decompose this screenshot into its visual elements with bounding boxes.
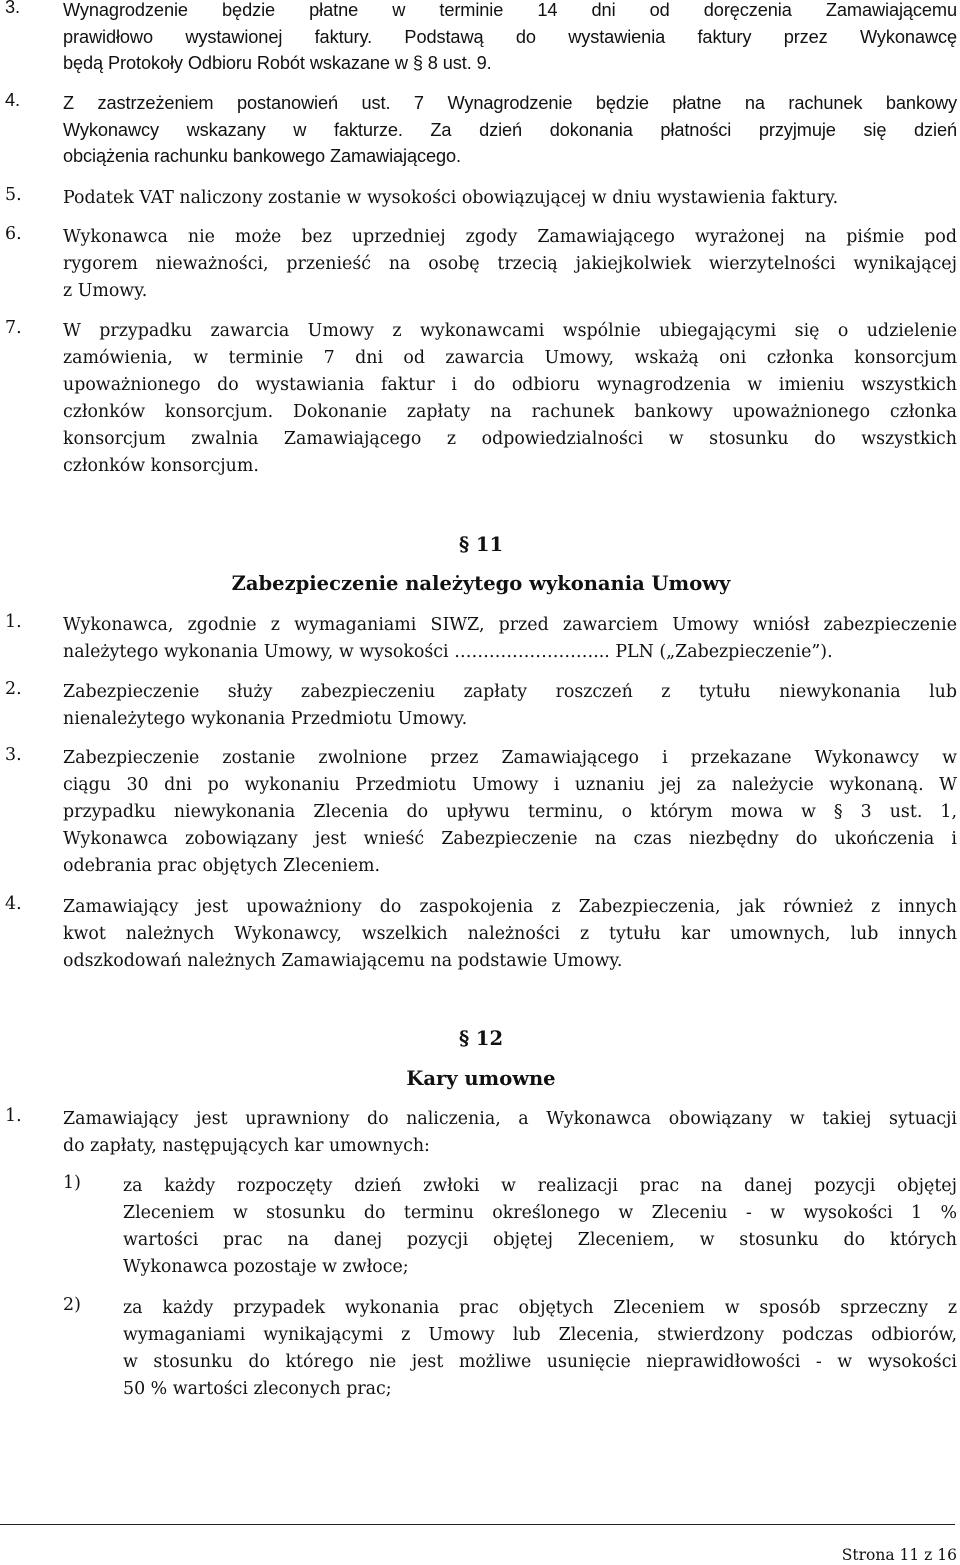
list-text (63, 224, 957, 305)
list-text (63, 318, 957, 480)
text-line: Zamawiający jest uprawniony do naliczenia, a Wykonawca obowiązany w takiej sytuacji (63, 1109, 957, 1129)
text-line: W przypadku zawarcia Umowy z wykonawcami wspólnie ubiegającymi się o udzielenie (63, 321, 957, 341)
text-line: nienależytego wykonania Przedmiotu Umowy. (63, 709, 468, 729)
text-line: wartości prac na danej pozycji objętej Zleceniem, w stosunku do których (123, 1230, 957, 1250)
list-text (63, 185, 957, 212)
text-line: konsorcjum zwalnia Zamawiającego z odpowiedzialności w stosunku do wszystkich (63, 429, 957, 449)
text-line: odebrania prac objętych Zleceniem. (63, 856, 381, 876)
text-line: za każdy rozpoczęty dzień zwłoki w realizacji prac na danej pozycji objętej (123, 1176, 957, 1196)
text-line: członków konsorcjum. Dokonanie zapłaty na rachunek bankowy upoważnionego członka (63, 402, 957, 422)
text-line: w stosunku do którego nie jest możliwe usunięcie nieprawidłowości - w wysokości (123, 1352, 957, 1372)
sub-number: 2) (63, 1295, 81, 1315)
text-line: Z zastrzeżeniem postanowień ust. 7 Wynagrodzenie będzie płatne na rachunek bankowy (63, 93, 957, 113)
text-line: rygorem nieważności, przenieść na osobę trzecią jakiejkolwiek wierzytelności wynikającej (63, 254, 957, 274)
list-number: 6. (5, 224, 22, 244)
section-11-sign: § 11 (458, 533, 504, 556)
sub-text (123, 1295, 957, 1403)
text-line: Wykonawcy wskazany w fakturze. Za dzień dokonania płatności przyjmuje się dzień (63, 119, 957, 140)
text-line: Zleceniem w stosunku do terminu określonego w Zleceniu - w wysokości 1 % (123, 1203, 957, 1223)
list-text (63, 90, 957, 170)
list-number: 4. (5, 90, 20, 110)
text-line: Wykonawca pozostaje w zwłoce; (123, 1257, 409, 1277)
text-line: ciągu 30 dni po wykonaniu Przedmiotu Umowy i uznaniu jej za należycie wykonaną. W (63, 775, 957, 795)
text-line: Wykonawca zobowiązany jest wnieść Zabezpieczenie na czas niezbędny do ukończenia i (63, 829, 957, 849)
list-number: 1. (5, 1106, 22, 1126)
list-number: 5. (5, 185, 22, 205)
text-line: Zabezpieczenie zostanie zwolnione przez Zamawiającego i przekazane Wykonawcy w (63, 748, 957, 768)
list-text (63, 894, 957, 975)
text-line: kwot należnych Wykonawcy, wszelkich należności z tytułu kar umownych, lub innych (63, 924, 957, 944)
sub-text (123, 1173, 957, 1281)
text-line: odszkodowań należnych Zamawiającemu na podstawie Umowy. (63, 951, 623, 971)
text-line: 50 % wartości zleconych prac; (123, 1379, 392, 1399)
text-line: upoważnionego do wystawiania faktur i do odbioru wynagrodzenia w imieniu wszystkich (63, 375, 957, 395)
text-line: Wykonawca nie może bez uprzedniej zgody Zamawiającego wyrażonej na piśmie pod (63, 227, 957, 247)
text-line: Zabezpieczenie służy zabezpieczeniu zapłaty roszczeń z tytułu niewykonania lub (63, 682, 957, 702)
text-line: zamówienia, w terminie 7 dni od zawarcia Umowy, wskażą oni członka konsorcjum (63, 348, 957, 368)
list-number: 7. (5, 318, 22, 338)
text-line: członków konsorcjum. (63, 456, 259, 476)
section-12-sign: § 12 (458, 1027, 504, 1050)
list-number: 3. (5, 745, 22, 765)
sub-number: 1) (63, 1173, 81, 1193)
page-number: Strona 11 z 16 (841, 1546, 957, 1564)
list-text (63, 0, 957, 77)
text-line: będą Protokoły Odbioru Robót wskazane w § 8 ust. 9. (63, 53, 492, 73)
list-text (63, 679, 957, 733)
text-line: obciążenia rachunku bankowego Zamawiającego. (63, 146, 461, 166)
text-line: przypadku niewykonania Zlecenia do upływu terminu, o którym mowa w § 3 ust. 1, (63, 802, 957, 822)
list-text (63, 612, 957, 666)
text-line: należytego wykonania Umowy, w wysokości ……………………... PLN („Zabezpieczenie”). (63, 642, 833, 662)
text-line: Zamawiający jest upoważniony do zaspokojenia z Zabezpieczenia, jak również z innych (63, 897, 957, 917)
text-line: Wynagrodzenie będzie płatne w terminie 14 dni od doręczenia Zamawiającemu (63, 0, 957, 20)
text-line: prawidłowo wystawionej faktury. Podstawą do wystawienia faktury przez Wykonawcę (63, 26, 957, 47)
list-number: 1. (5, 612, 22, 632)
text-line: Podatek VAT naliczony zostanie w wysokości obowiązującej w dniu wystawienia faktury. (63, 188, 839, 208)
list-text (63, 745, 957, 880)
text-line: z Umowy. (63, 281, 148, 301)
text-line: do zapłaty, następujących kar umownych: (63, 1136, 430, 1156)
list-number: 3. (5, 0, 20, 17)
section-11-title: Zabezpieczenie należytego wykonania Umowy (231, 572, 731, 595)
text-line: wymaganiami wynikającymi z Umowy lub Zlecenia, stwierdzony podczas odbiorów, (123, 1325, 957, 1345)
list-text (63, 1106, 957, 1160)
section-12-title: Kary umowne (406, 1067, 556, 1090)
list-number: 2. (5, 679, 22, 699)
text-line: Wykonawca, zgodnie z wymaganiami SIWZ, przed zawarciem Umowy wniósł zabezpieczenie (63, 615, 957, 635)
text-line: za każdy przypadek wykonania prac objętych Zleceniem w sposób sprzeczny z (123, 1298, 957, 1318)
list-number: 4. (5, 894, 22, 914)
footer-divider (0, 1524, 955, 1525)
